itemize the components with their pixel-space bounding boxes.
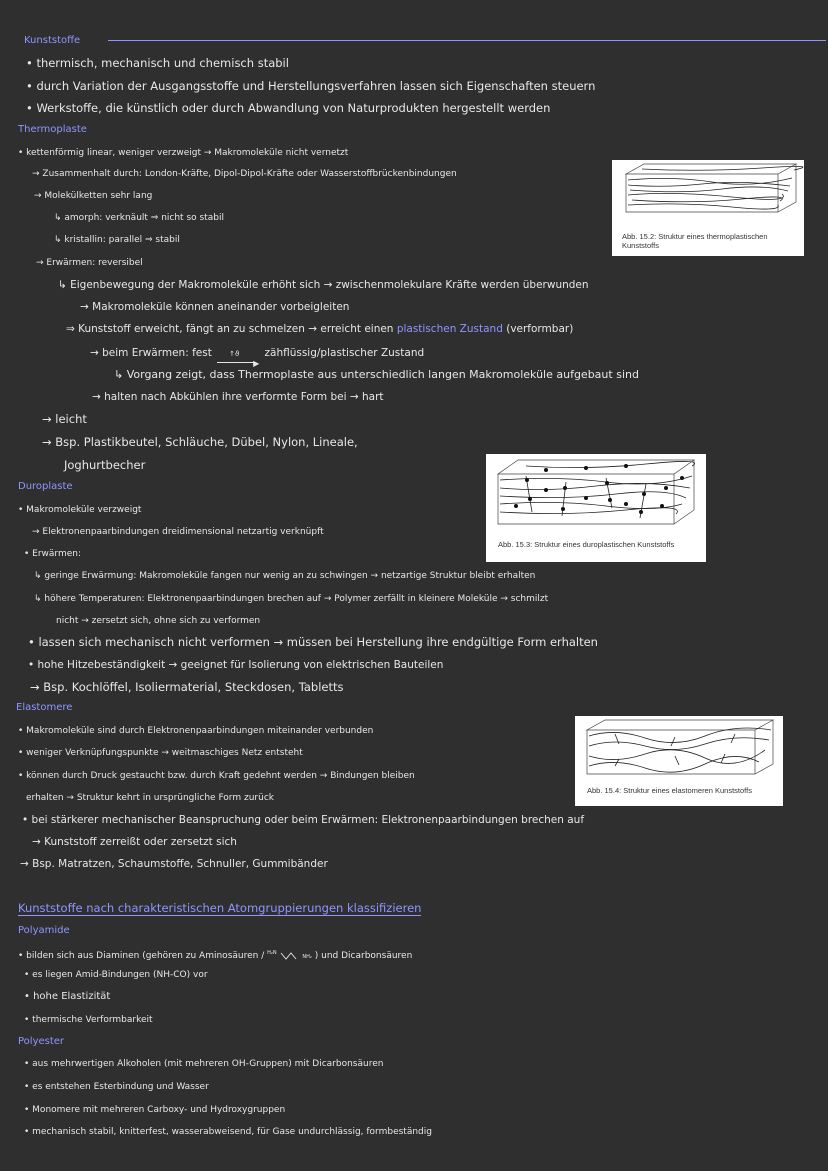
- heading-thermoplaste: Thermoplaste: [18, 124, 87, 135]
- text-line: → Molekülketten sehr lang: [34, 191, 153, 201]
- text-line: [66, 322, 573, 336]
- figure-caption: Abb. 15.4: Struktur eines elastomeren Kunststoffs: [587, 786, 752, 795]
- text-line: → leicht: [42, 412, 87, 426]
- heading-klassifizierung: [18, 901, 421, 915]
- heading-polyester: Polyester: [18, 1036, 65, 1047]
- text-line: • es liegen Amid-Bindungen (NH-CO) vor: [24, 970, 208, 980]
- text-line: → Elektronenpaarbindungen dreidimensional netzartig verknüpft: [32, 527, 324, 537]
- formula-amine-right: NH₂: [302, 954, 312, 960]
- text-span: • bilden sich aus Diaminen (gehören zu Aminosäuren /: [18, 951, 265, 961]
- text-line: • Makromoleküle sind durch Elektronenpaarbindungen miteinander verbunden: [18, 726, 374, 736]
- text-span: ) und Dicarbonsäuren: [314, 951, 413, 961]
- text-span: (verformbar): [506, 323, 574, 335]
- heading-polyamide: Polyamide: [18, 925, 70, 936]
- text-line: ↳ höhere Temperaturen: Elektronenpaarbindungen brechen auf → Polymer zerfällt in kleinere Moleküle → schmilzt: [34, 594, 549, 604]
- text-line: → halten nach Abkühlen ihre verformte Form bei → hart: [92, 391, 384, 403]
- text-line: → Zusammenhalt durch: London-Kräfte, Dipol-Dipol-Kräfte oder Wasserstoffbrückenbindungen: [32, 169, 457, 179]
- text-line: → Kunststoff zerreißt oder zersetzt sich: [32, 836, 237, 848]
- text-line: • aus mehrwertigen Alkoholen (mit mehreren OH-Gruppen) mit Dicarbonsäuren: [24, 1059, 384, 1069]
- text-line: • weniger Verknüpfungspunkte → weitmaschiges Netz entsteht: [18, 748, 303, 758]
- arrow-head-icon: ▶: [253, 359, 260, 368]
- heading-elastomere: Elastomere: [16, 702, 73, 713]
- text-line: erhalten → Struktur kehrt in ursprüngliche Form zurück: [26, 793, 274, 803]
- text-line: • können durch Druck gestaucht bzw. durch Kraft gedehnt werden → Bindungen bleiben: [18, 771, 415, 781]
- text-line: • kettenförmig linear, weniger verzweigt → Makromoleküle nicht vernetzt: [18, 148, 349, 158]
- text-span: → beim Erwärmen: fest: [90, 347, 212, 359]
- figure-caption: Abb. 15.3: Struktur eines duroplastischen Kunststoffs: [498, 540, 675, 549]
- text-line: ↳ Vorgang zeigt, dass Thermoplaste aus unterschiedlich langen Makromoleküle aufgebaut sind: [114, 368, 639, 381]
- text-line: → Bsp. Plastikbeutel, Schläuche, Dübel, Nylon, Lineale,: [42, 435, 358, 449]
- text-line: • lassen sich mechanisch nicht verformen → müssen bei Herstellung ihre endgültige Form erhalten: [28, 635, 598, 649]
- text-line: • mechanisch stabil, knitterfest, wasserabweisend, für Gase undurchlässig, formbeständig: [24, 1127, 432, 1137]
- text-line: • durch Variation der Ausgangsstoffe und Herstellungsverfahren lassen sich Eigenschaften steuern: [26, 79, 596, 93]
- text-line: ↳ kristallin: parallel ⇒ stabil: [54, 235, 180, 245]
- text-line: • thermische Verformbarkeit: [24, 1015, 153, 1025]
- text-span: ⇒ Kunststoff erweicht, fängt an zu schmelzen → erreicht einen: [66, 323, 394, 335]
- heading-duroplaste: Duroplaste: [18, 481, 73, 492]
- text-line: → Bsp. Kochlöffel, Isoliermaterial, Steckdosen, Tabletts: [30, 680, 344, 694]
- text-line: • hohe Hitzebeständigkeit → geeignet für Isolierung von elektrischen Bauteilen: [28, 659, 444, 671]
- text-line: • Monomere mit mehreren Carboxy- und Hydroxygruppen: [24, 1105, 286, 1115]
- heading-kunststoffe: Kunststoffe: [24, 35, 81, 46]
- text-line: ↳ geringe Erwärmung: Makromoleküle fangen nur wenig an zu schwingen → netzartige Struktur bleibt erhalten: [34, 571, 536, 581]
- highlight-term: plastischen Zustand: [396, 323, 503, 335]
- text-line: • thermisch, mechanisch und chemisch stabil: [26, 56, 289, 70]
- figure-thermoplast: [612, 160, 804, 256]
- text-line: • Erwärmen:: [24, 549, 82, 559]
- figure-elastomer: [575, 716, 783, 806]
- text-line: • hohe Elastizität: [24, 991, 111, 1002]
- arrow-line: [217, 362, 255, 363]
- heat-symbol: ↑ϑ: [229, 350, 240, 358]
- figure-caption: Abb. 15.2: Struktur eines thermoplastischen Kunststoffs: [622, 232, 768, 250]
- text-line: • Makromoleküle verzweigt: [18, 505, 142, 515]
- text-line: • bei stärkerer mechanischer Beanspruchung oder beim Erwärmen: Elektronenpaarbindungen brechen auf: [22, 814, 585, 826]
- text-line: ↳ Eigenbewegung der Makromoleküle erhöht sich → zwischenmolekulare Kräfte werden überwunden: [58, 279, 589, 291]
- text-line: [18, 946, 412, 964]
- text-line: → Makromoleküle können aneinander vorbeigleiten: [80, 301, 350, 313]
- heading-klassifizierung-text: Kunststoffe nach charakteristischen Atomgruppierungen klassifizieren: [18, 901, 422, 915]
- text-line: nicht → zersetzt sich, ohne sich zu verformen: [56, 616, 261, 626]
- carbon-chain-icon: [280, 951, 300, 961]
- text-line: ↳ amorph: verknäult ⇒ nicht so stabil: [54, 213, 224, 223]
- text-span: zähflüssig/plastischer Zustand: [264, 347, 425, 359]
- formula-amine-left: H₂N: [267, 950, 277, 956]
- text-line: • es entstehen Esterbindung und Wasser: [24, 1082, 209, 1092]
- heading-rule: [108, 40, 826, 41]
- text-line: • Werkstoffe, die künstlich oder durch Abwandlung von Naturprodukten hergestellt werden: [26, 101, 551, 115]
- figure-duroplast: [486, 454, 706, 562]
- text-line: → Bsp. Matratzen, Schaumstoffe, Schnuller, Gummibänder: [20, 858, 328, 870]
- text-line: [90, 346, 425, 368]
- text-line: → Erwärmen: reversibel: [36, 258, 143, 268]
- text-line: Joghurtbecher: [64, 458, 146, 472]
